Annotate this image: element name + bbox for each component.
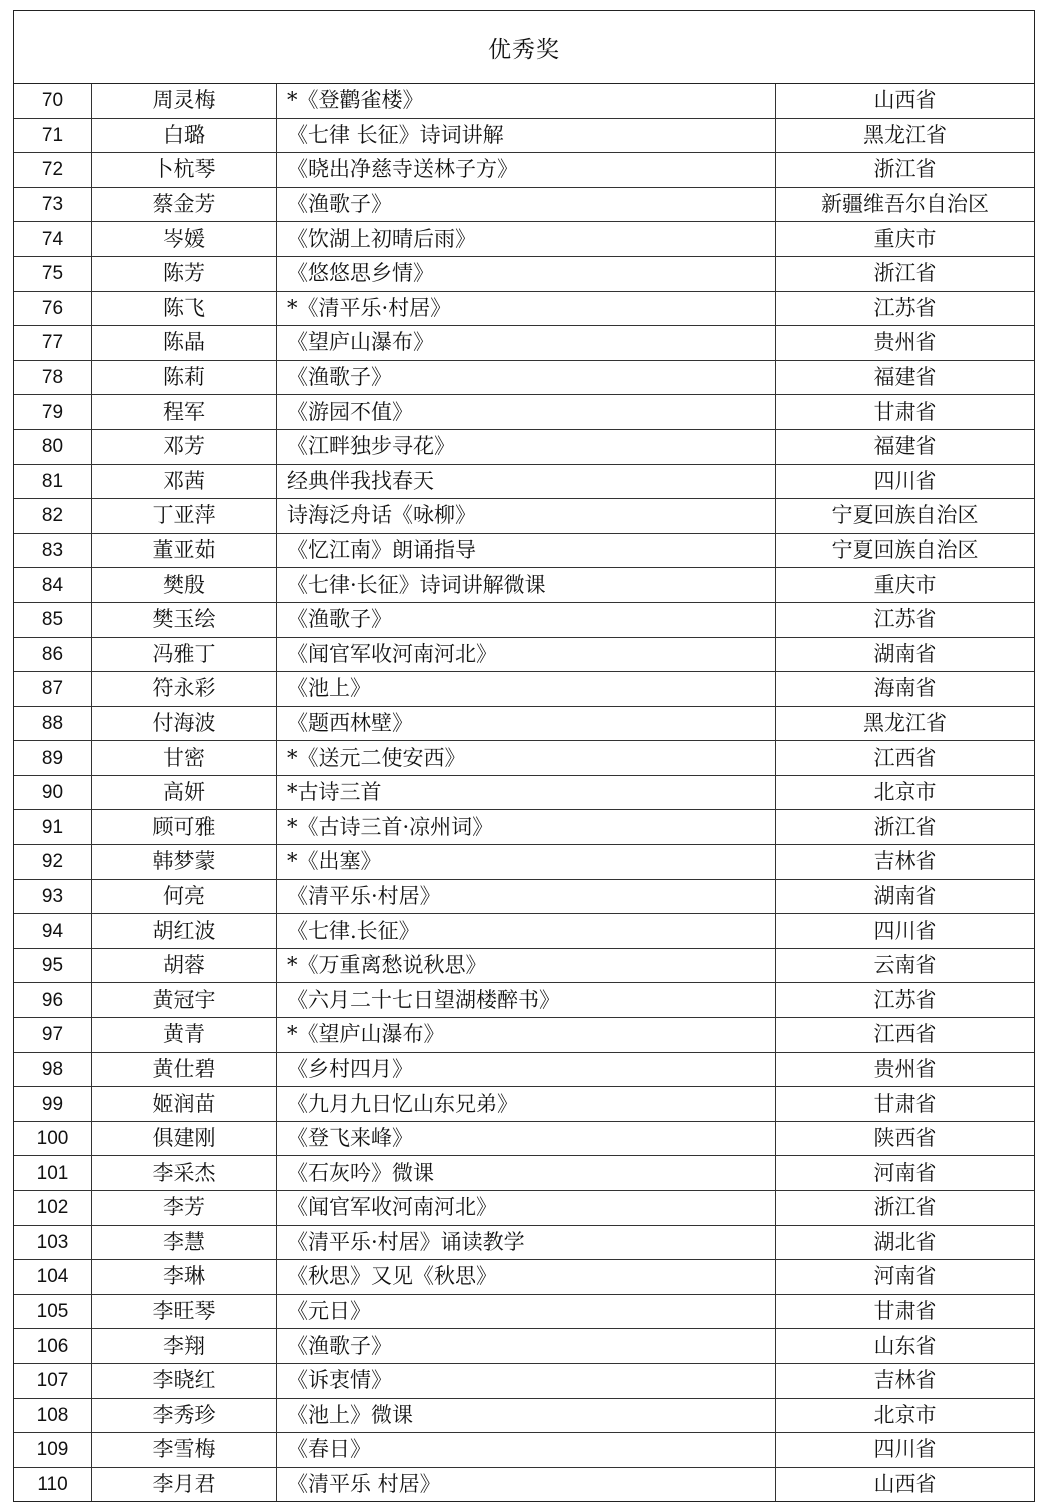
work-title-cell: 《渔歌子》 bbox=[277, 1329, 776, 1364]
name-cell: 蔡金芳 bbox=[92, 187, 277, 222]
work-title-cell: 《九月九日忆山东兄弟》 bbox=[277, 1087, 776, 1122]
table-row bbox=[14, 533, 1034, 568]
province-cell: 吉林省 bbox=[776, 845, 1035, 880]
table-row bbox=[14, 983, 1034, 1018]
name-cell: 付海波 bbox=[92, 706, 277, 741]
row-number-cell: 75 bbox=[14, 256, 92, 291]
work-title-cell: *《古诗三首·凉州词》 bbox=[277, 810, 776, 845]
name-cell: 李芳 bbox=[92, 1191, 277, 1226]
name-cell: 李琳 bbox=[92, 1260, 277, 1295]
row-number-cell: 76 bbox=[14, 291, 92, 326]
row-number-cell: 77 bbox=[14, 326, 92, 361]
province-cell: 新疆维吾尔自治区 bbox=[776, 187, 1035, 222]
name-cell: 何亮 bbox=[92, 879, 277, 914]
table-row bbox=[14, 1398, 1034, 1433]
name-cell: 李翔 bbox=[92, 1329, 277, 1364]
name-cell: 丁亚萍 bbox=[92, 499, 277, 534]
work-title-cell: 《七律·长征》诗词讲解微课 bbox=[277, 568, 776, 603]
table-row bbox=[14, 360, 1034, 395]
row-number-cell: 83 bbox=[14, 533, 92, 568]
work-title-cell: 《闻官军收河南河北》 bbox=[277, 637, 776, 672]
work-title-cell: 《江畔独步寻花》 bbox=[277, 429, 776, 464]
work-title-cell: 《七律 长征》诗词讲解 bbox=[277, 118, 776, 153]
row-number-cell: 81 bbox=[14, 464, 92, 499]
name-cell: 黄冠宇 bbox=[92, 983, 277, 1018]
award-table bbox=[14, 84, 1034, 1501]
row-number-cell: 84 bbox=[14, 568, 92, 603]
row-number-cell: 70 bbox=[14, 84, 92, 118]
province-cell: 江西省 bbox=[776, 741, 1035, 776]
work-title-cell: 《石灰吟》微课 bbox=[277, 1156, 776, 1191]
work-title-cell: 《渔歌子》 bbox=[277, 602, 776, 637]
name-cell: 樊殷 bbox=[92, 568, 277, 603]
row-number-cell: 92 bbox=[14, 845, 92, 880]
province-cell: 贵州省 bbox=[776, 1052, 1035, 1087]
row-number-cell: 86 bbox=[14, 637, 92, 672]
table-row bbox=[14, 1329, 1034, 1364]
row-number-cell: 98 bbox=[14, 1052, 92, 1087]
province-cell: 浙江省 bbox=[776, 153, 1035, 188]
row-number-cell: 73 bbox=[14, 187, 92, 222]
table-row bbox=[14, 118, 1034, 153]
province-cell: 吉林省 bbox=[776, 1363, 1035, 1398]
work-title-cell: *《万重离愁说秋思》 bbox=[277, 948, 776, 983]
province-cell: 福建省 bbox=[776, 360, 1035, 395]
work-title-cell: 《六月二十七日望湖楼醉书》 bbox=[277, 983, 776, 1018]
row-number-cell: 105 bbox=[14, 1294, 92, 1329]
province-cell: 海南省 bbox=[776, 672, 1035, 707]
province-cell: 宁夏回族自治区 bbox=[776, 499, 1035, 534]
row-number-cell: 88 bbox=[14, 706, 92, 741]
province-cell: 甘肃省 bbox=[776, 1087, 1035, 1122]
province-cell: 甘肃省 bbox=[776, 395, 1035, 430]
name-cell: 韩梦蒙 bbox=[92, 845, 277, 880]
province-cell: 北京市 bbox=[776, 775, 1035, 810]
row-number-cell: 85 bbox=[14, 602, 92, 637]
row-number-cell: 97 bbox=[14, 1018, 92, 1053]
table-row bbox=[14, 153, 1034, 188]
table-row bbox=[14, 810, 1034, 845]
row-number-cell: 78 bbox=[14, 360, 92, 395]
work-title-cell: 《诉衷情》 bbox=[277, 1363, 776, 1398]
province-cell: 江苏省 bbox=[776, 291, 1035, 326]
name-cell: 邓茜 bbox=[92, 464, 277, 499]
name-cell: 周灵梅 bbox=[92, 84, 277, 118]
work-title-cell: *《登鹳雀楼》 bbox=[277, 84, 776, 118]
province-cell: 四川省 bbox=[776, 914, 1035, 949]
table-row bbox=[14, 464, 1034, 499]
name-cell: 岑媛 bbox=[92, 222, 277, 257]
table-row bbox=[14, 775, 1034, 810]
row-number-cell: 101 bbox=[14, 1156, 92, 1191]
province-cell: 云南省 bbox=[776, 948, 1035, 983]
table-row bbox=[14, 1121, 1034, 1156]
name-cell: 符永彩 bbox=[92, 672, 277, 707]
name-cell: 卜杭琴 bbox=[92, 153, 277, 188]
province-cell: 北京市 bbox=[776, 1398, 1035, 1433]
table-row bbox=[14, 1156, 1034, 1191]
province-cell: 甘肃省 bbox=[776, 1294, 1035, 1329]
work-title-cell: 《闻官军收河南河北》 bbox=[277, 1191, 776, 1226]
work-title-cell: 《秋思》又见《秋思》 bbox=[277, 1260, 776, 1295]
row-number-cell: 106 bbox=[14, 1329, 92, 1364]
table-row bbox=[14, 395, 1034, 430]
province-cell: 重庆市 bbox=[776, 222, 1035, 257]
table-title: 优秀奖 bbox=[14, 11, 1034, 84]
work-title-cell: *《望庐山瀑布》 bbox=[277, 1018, 776, 1053]
work-title-cell: *古诗三首 bbox=[277, 775, 776, 810]
award-table-sheet bbox=[13, 10, 1035, 1502]
work-title-cell: 《清平乐·村居》诵读教学 bbox=[277, 1225, 776, 1260]
province-cell: 浙江省 bbox=[776, 810, 1035, 845]
province-cell: 山东省 bbox=[776, 1329, 1035, 1364]
table-row bbox=[14, 672, 1034, 707]
table-row bbox=[14, 1294, 1034, 1329]
work-title-cell: 《忆江南》朗诵指导 bbox=[277, 533, 776, 568]
row-number-cell: 90 bbox=[14, 775, 92, 810]
table-row bbox=[14, 1260, 1034, 1295]
province-cell: 黑龙江省 bbox=[776, 706, 1035, 741]
name-cell: 甘密 bbox=[92, 741, 277, 776]
name-cell: 李秀珍 bbox=[92, 1398, 277, 1433]
province-cell: 福建省 bbox=[776, 429, 1035, 464]
table-row bbox=[14, 1363, 1034, 1398]
province-cell: 四川省 bbox=[776, 1433, 1035, 1468]
province-cell: 山西省 bbox=[776, 84, 1035, 118]
table-row bbox=[14, 1225, 1034, 1260]
name-cell: 李慧 bbox=[92, 1225, 277, 1260]
name-cell: 李月君 bbox=[92, 1467, 277, 1501]
province-cell: 湖北省 bbox=[776, 1225, 1035, 1260]
table-row bbox=[14, 222, 1034, 257]
work-title-cell: 诗海泛舟话《咏柳》 bbox=[277, 499, 776, 534]
name-cell: 李晓红 bbox=[92, 1363, 277, 1398]
table-row bbox=[14, 637, 1034, 672]
row-number-cell: 87 bbox=[14, 672, 92, 707]
row-number-cell: 95 bbox=[14, 948, 92, 983]
province-cell: 江苏省 bbox=[776, 602, 1035, 637]
province-cell: 贵州省 bbox=[776, 326, 1035, 361]
table-row bbox=[14, 568, 1034, 603]
name-cell: 冯雅丁 bbox=[92, 637, 277, 672]
award-table-body bbox=[14, 84, 1034, 1501]
row-number-cell: 109 bbox=[14, 1433, 92, 1468]
name-cell: 李雪梅 bbox=[92, 1433, 277, 1468]
row-number-cell: 91 bbox=[14, 810, 92, 845]
table-row bbox=[14, 84, 1034, 118]
table-row bbox=[14, 1433, 1034, 1468]
work-title-cell: 《清平乐·村居》 bbox=[277, 879, 776, 914]
row-number-cell: 93 bbox=[14, 879, 92, 914]
province-cell: 河南省 bbox=[776, 1260, 1035, 1295]
work-title-cell: 《元日》 bbox=[277, 1294, 776, 1329]
province-cell: 四川省 bbox=[776, 464, 1035, 499]
row-number-cell: 102 bbox=[14, 1191, 92, 1226]
province-cell: 湖南省 bbox=[776, 879, 1035, 914]
work-title-cell: 《登飞来峰》 bbox=[277, 1121, 776, 1156]
table-row bbox=[14, 1052, 1034, 1087]
table-row bbox=[14, 1467, 1034, 1501]
work-title-cell: 《乡村四月》 bbox=[277, 1052, 776, 1087]
name-cell: 邓芳 bbox=[92, 429, 277, 464]
row-number-cell: 110 bbox=[14, 1467, 92, 1501]
row-number-cell: 99 bbox=[14, 1087, 92, 1122]
table-row bbox=[14, 499, 1034, 534]
work-title-cell: 《池上》微课 bbox=[277, 1398, 776, 1433]
name-cell: 黄青 bbox=[92, 1018, 277, 1053]
work-title-cell: 《题西林壁》 bbox=[277, 706, 776, 741]
work-title-cell: 经典伴我找春天 bbox=[277, 464, 776, 499]
name-cell: 胡红波 bbox=[92, 914, 277, 949]
row-number-cell: 79 bbox=[14, 395, 92, 430]
table-row bbox=[14, 879, 1034, 914]
work-title-cell: 《七律.长征》 bbox=[277, 914, 776, 949]
table-row bbox=[14, 948, 1034, 983]
name-cell: 樊玉绘 bbox=[92, 602, 277, 637]
province-cell: 山西省 bbox=[776, 1467, 1035, 1501]
table-row bbox=[14, 602, 1034, 637]
province-cell: 湖南省 bbox=[776, 637, 1035, 672]
table-row bbox=[14, 256, 1034, 291]
name-cell: 董亚茹 bbox=[92, 533, 277, 568]
name-cell: 姬润苗 bbox=[92, 1087, 277, 1122]
table-row bbox=[14, 326, 1034, 361]
row-number-cell: 104 bbox=[14, 1260, 92, 1295]
row-number-cell: 89 bbox=[14, 741, 92, 776]
name-cell: 胡蓉 bbox=[92, 948, 277, 983]
work-title-cell: 《晓出净慈寺送林子方》 bbox=[277, 153, 776, 188]
work-title-cell: 《悠悠思乡情》 bbox=[277, 256, 776, 291]
table-row bbox=[14, 914, 1034, 949]
name-cell: 陈飞 bbox=[92, 291, 277, 326]
work-title-cell: 《饮湖上初晴后雨》 bbox=[277, 222, 776, 257]
province-cell: 江西省 bbox=[776, 1018, 1035, 1053]
row-number-cell: 100 bbox=[14, 1121, 92, 1156]
work-title-cell: *《出塞》 bbox=[277, 845, 776, 880]
name-cell: 高妍 bbox=[92, 775, 277, 810]
work-title-cell: 《清平乐 村居》 bbox=[277, 1467, 776, 1501]
table-row bbox=[14, 1191, 1034, 1226]
province-cell: 陕西省 bbox=[776, 1121, 1035, 1156]
row-number-cell: 108 bbox=[14, 1398, 92, 1433]
name-cell: 程军 bbox=[92, 395, 277, 430]
name-cell: 顾可雅 bbox=[92, 810, 277, 845]
name-cell: 白璐 bbox=[92, 118, 277, 153]
work-title-cell: 《游园不值》 bbox=[277, 395, 776, 430]
name-cell: 李旺琴 bbox=[92, 1294, 277, 1329]
table-row bbox=[14, 1018, 1034, 1053]
name-cell: 陈晶 bbox=[92, 326, 277, 361]
province-cell: 黑龙江省 bbox=[776, 118, 1035, 153]
name-cell: 李采杰 bbox=[92, 1156, 277, 1191]
province-cell: 江苏省 bbox=[776, 983, 1035, 1018]
work-title-cell: 《池上》 bbox=[277, 672, 776, 707]
row-number-cell: 103 bbox=[14, 1225, 92, 1260]
name-cell: 陈莉 bbox=[92, 360, 277, 395]
table-row bbox=[14, 741, 1034, 776]
province-cell: 浙江省 bbox=[776, 1191, 1035, 1226]
table-row bbox=[14, 845, 1034, 880]
row-number-cell: 80 bbox=[14, 429, 92, 464]
work-title-cell: *《清平乐·村居》 bbox=[277, 291, 776, 326]
work-title-cell: 《渔歌子》 bbox=[277, 360, 776, 395]
name-cell: 黄仕碧 bbox=[92, 1052, 277, 1087]
name-cell: 俱建刚 bbox=[92, 1121, 277, 1156]
name-cell: 陈芳 bbox=[92, 256, 277, 291]
row-number-cell: 94 bbox=[14, 914, 92, 949]
row-number-cell: 74 bbox=[14, 222, 92, 257]
work-title-cell: 《望庐山瀑布》 bbox=[277, 326, 776, 361]
work-title-cell: 《渔歌子》 bbox=[277, 187, 776, 222]
row-number-cell: 82 bbox=[14, 499, 92, 534]
work-title-cell: *《送元二使安西》 bbox=[277, 741, 776, 776]
table-row bbox=[14, 706, 1034, 741]
province-cell: 河南省 bbox=[776, 1156, 1035, 1191]
province-cell: 宁夏回族自治区 bbox=[776, 533, 1035, 568]
province-cell: 浙江省 bbox=[776, 256, 1035, 291]
row-number-cell: 107 bbox=[14, 1363, 92, 1398]
table-row bbox=[14, 429, 1034, 464]
table-row bbox=[14, 187, 1034, 222]
table-row bbox=[14, 1087, 1034, 1122]
row-number-cell: 72 bbox=[14, 153, 92, 188]
row-number-cell: 71 bbox=[14, 118, 92, 153]
table-row bbox=[14, 291, 1034, 326]
province-cell: 重庆市 bbox=[776, 568, 1035, 603]
row-number-cell: 96 bbox=[14, 983, 92, 1018]
work-title-cell: 《春日》 bbox=[277, 1433, 776, 1468]
